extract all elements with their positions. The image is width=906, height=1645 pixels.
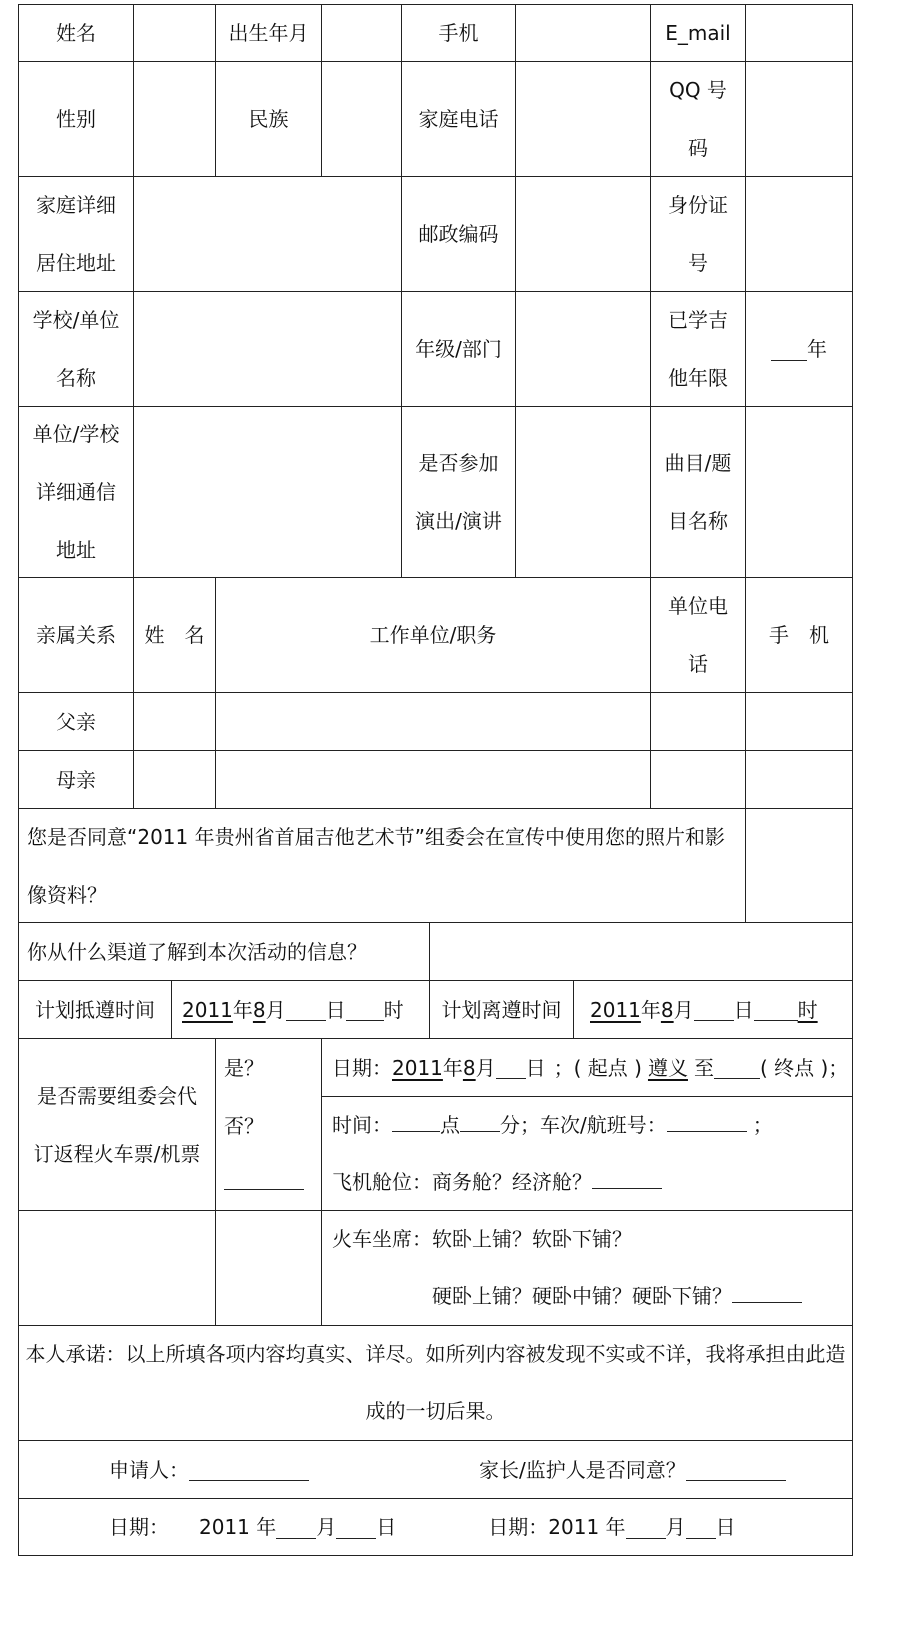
field-mobile[interactable] — [515, 4, 650, 61]
ticket-date-yue: 月 — [475, 1055, 496, 1080]
field-years[interactable] — [745, 291, 853, 406]
pledge — [18, 1325, 853, 1440]
ticket-date-label: 日期： — [332, 1055, 392, 1080]
field-address[interactable] — [133, 176, 401, 291]
label-postcode: 邮政编码 — [401, 176, 515, 291]
date2-yue: 月 — [665, 1515, 686, 1539]
ticket-end: ( 终点 )； — [759, 1055, 849, 1080]
ticket-choice-blank[interactable] — [224, 1167, 304, 1190]
ticket-to: 至 — [693, 1055, 714, 1080]
ticket-fen: 分；车次/航班号： — [500, 1112, 667, 1137]
pledge-line2: 成的一切后果。 — [365, 1399, 506, 1423]
field-name[interactable] — [133, 4, 215, 61]
field-song[interactable] — [745, 406, 853, 577]
ticket-date-ri: 日 — [525, 1055, 546, 1080]
header-relation: 亲属关系 — [18, 577, 133, 692]
channel-question: 你从什么渠道了解到本次活动的信息？ — [18, 922, 429, 980]
label-school: 学校/单位 名称 — [18, 291, 133, 406]
ticket-number-blank[interactable] — [667, 1109, 747, 1132]
ticket-date-year: 2011 — [392, 1055, 443, 1080]
label-id-card: 身份证 号 — [650, 176, 745, 291]
field-perform[interactable] — [515, 406, 650, 577]
empty-cell-mid — [215, 1210, 321, 1325]
field-mail-address[interactable] — [133, 406, 401, 577]
ticket-end-blank[interactable] — [714, 1056, 760, 1079]
ticket-seat-label: 飞机舱位：商务舱？经济舱？ — [332, 1169, 592, 1194]
depart-yue: 月 — [673, 997, 694, 1022]
date1-year: 2011 年 — [199, 1515, 277, 1539]
ticket-start: ；( 起点 ) — [553, 1055, 642, 1080]
guardian-label: 家长/监护人是否同意？ — [479, 1457, 686, 1482]
date2-label: 日期：2011 年 — [488, 1515, 626, 1539]
field-ethnic[interactable] — [321, 61, 401, 176]
ticket-no[interactable]: 否？ — [224, 1114, 264, 1138]
arrive-shi: 时 — [383, 997, 404, 1022]
depart-shi: 时 — [797, 997, 818, 1022]
consent-question: 您是否同意“2011 年贵州省首届吉他艺术节”组委会在宣传中使用您的照片和影像资料？ — [18, 808, 745, 923]
date1-ri: 日 — [376, 1515, 397, 1539]
ticket-day-blank[interactable] — [496, 1056, 526, 1079]
train-seat-row — [321, 1210, 853, 1325]
guardian-blank[interactable] — [686, 1458, 786, 1481]
field-gender[interactable] — [133, 61, 215, 176]
arrive-year: 2011 — [182, 997, 233, 1022]
header-relative-name: 姓 名 — [133, 577, 215, 692]
label-gender: 性别 — [18, 61, 133, 176]
applicant-label: 申请人： — [109, 1457, 189, 1482]
date1-label: 日期： — [109, 1515, 169, 1539]
date1-day-blank[interactable] — [336, 1516, 376, 1539]
ticket-seat-blank[interactable] — [592, 1166, 662, 1189]
label-grade: 年级/部门 — [401, 291, 515, 406]
depart-hour-blank[interactable] — [754, 998, 798, 1021]
label-home-phone: 家庭电话 — [401, 61, 515, 176]
label-qq: QQ 号 码 — [650, 61, 745, 176]
field-qq[interactable] — [745, 61, 853, 176]
header-work: 工作单位/职务 — [215, 577, 650, 692]
date1-month-blank[interactable] — [276, 1516, 316, 1539]
depart-day-blank[interactable] — [694, 998, 734, 1021]
field-postcode[interactable] — [515, 176, 650, 291]
field-father-work[interactable] — [215, 692, 650, 750]
sign-row — [18, 1440, 853, 1498]
arrive-hour-blank[interactable] — [346, 998, 384, 1021]
field-father-unit-phone[interactable] — [650, 692, 745, 750]
arrive-yue: 月 — [265, 997, 286, 1022]
field-consent[interactable] — [745, 808, 853, 923]
field-school[interactable] — [133, 291, 401, 406]
date2-day-blank[interactable] — [686, 1516, 716, 1539]
label-birth: 出生年月 — [215, 4, 321, 61]
ticket-question: 是否需要组委会代 订返程火车票/机票 — [18, 1038, 215, 1210]
field-grade[interactable] — [515, 291, 650, 406]
label-father: 父亲 — [18, 692, 133, 750]
label-years: 已学吉 他年限 — [650, 291, 745, 406]
label-email: E_mail — [650, 4, 745, 61]
arrive-ri: 日 — [325, 997, 346, 1022]
depart-year: 2011 — [590, 997, 641, 1022]
field-birth[interactable] — [321, 4, 401, 61]
label-depart: 计划离遵时间 — [429, 980, 573, 1038]
field-home-phone[interactable] — [515, 61, 650, 176]
date-row — [18, 1498, 853, 1556]
field-depart[interactable] — [573, 980, 853, 1038]
field-arrive[interactable] — [171, 980, 429, 1038]
applicant-blank[interactable] — [189, 1458, 309, 1481]
field-mother-mobile[interactable] — [745, 750, 853, 808]
train-seat-label2: 硬卧上铺？硬卧中铺？硬卧下铺？ — [432, 1284, 732, 1308]
years-blank[interactable] — [771, 338, 807, 361]
ticket-hour-blank[interactable] — [392, 1109, 440, 1132]
field-father-name[interactable] — [133, 692, 215, 750]
arrive-day-blank[interactable] — [286, 998, 326, 1021]
ticket-semicolon: ； — [752, 1112, 773, 1137]
label-name: 姓名 — [18, 4, 133, 61]
date1-yue: 月 — [316, 1515, 337, 1539]
arrive-nian: 年 — [232, 997, 253, 1022]
pledge-line1: 本人承诺：以上所填各项内容均真实、详尽。如所列内容被发现不实或不详，我将承担由此造 — [25, 1342, 846, 1366]
ticket-choice[interactable] — [215, 1038, 321, 1210]
field-id-card[interactable] — [745, 176, 853, 291]
label-mail-address: 单位/学校 详细通信 地址 — [18, 406, 133, 577]
header-unit-phone: 单位电 话 — [650, 577, 745, 692]
depart-ri: 日 — [733, 997, 754, 1022]
label-song: 曲目/题 目名称 — [650, 406, 745, 577]
label-address: 家庭详细 居住地址 — [18, 176, 133, 291]
field-channel[interactable] — [429, 922, 853, 980]
depart-nian: 年 — [640, 997, 661, 1022]
ticket-date-row — [321, 1038, 853, 1096]
field-mother-name[interactable] — [133, 750, 215, 808]
label-perform: 是否参加 演出/演讲 — [401, 406, 515, 577]
ticket-dian: 点 — [440, 1112, 460, 1137]
label-ethnic: 民族 — [215, 61, 321, 176]
field-mother-unit-phone[interactable] — [650, 750, 745, 808]
ticket-minute-blank[interactable] — [460, 1109, 500, 1132]
field-mother-work[interactable] — [215, 750, 650, 808]
date2-ri: 日 — [715, 1515, 736, 1539]
arrive-month: 8 — [252, 997, 266, 1022]
train-seat-blank[interactable] — [732, 1280, 802, 1303]
years-suffix: 年 — [807, 337, 827, 361]
ticket-yes[interactable]: 是？ — [224, 1056, 264, 1080]
header-relative-mobile: 手 机 — [745, 577, 853, 692]
ticket-start-city: 遵义 — [647, 1055, 688, 1080]
field-father-mobile[interactable] — [745, 692, 853, 750]
train-seat-label: 火车坐席：软卧上铺？软卧下铺？ — [332, 1227, 632, 1251]
empty-cell-left — [18, 1210, 215, 1325]
depart-month: 8 — [660, 997, 674, 1022]
ticket-date-nian: 年 — [442, 1055, 463, 1080]
label-arrive: 计划抵遵时间 — [18, 980, 171, 1038]
ticket-date-month: 8 — [462, 1055, 476, 1080]
ticket-time-row — [321, 1096, 853, 1210]
field-email[interactable] — [745, 4, 853, 61]
date2-month-blank[interactable] — [626, 1516, 666, 1539]
label-mobile: 手机 — [401, 4, 515, 61]
ticket-time-label: 时间： — [332, 1112, 392, 1137]
label-mother: 母亲 — [18, 750, 133, 808]
